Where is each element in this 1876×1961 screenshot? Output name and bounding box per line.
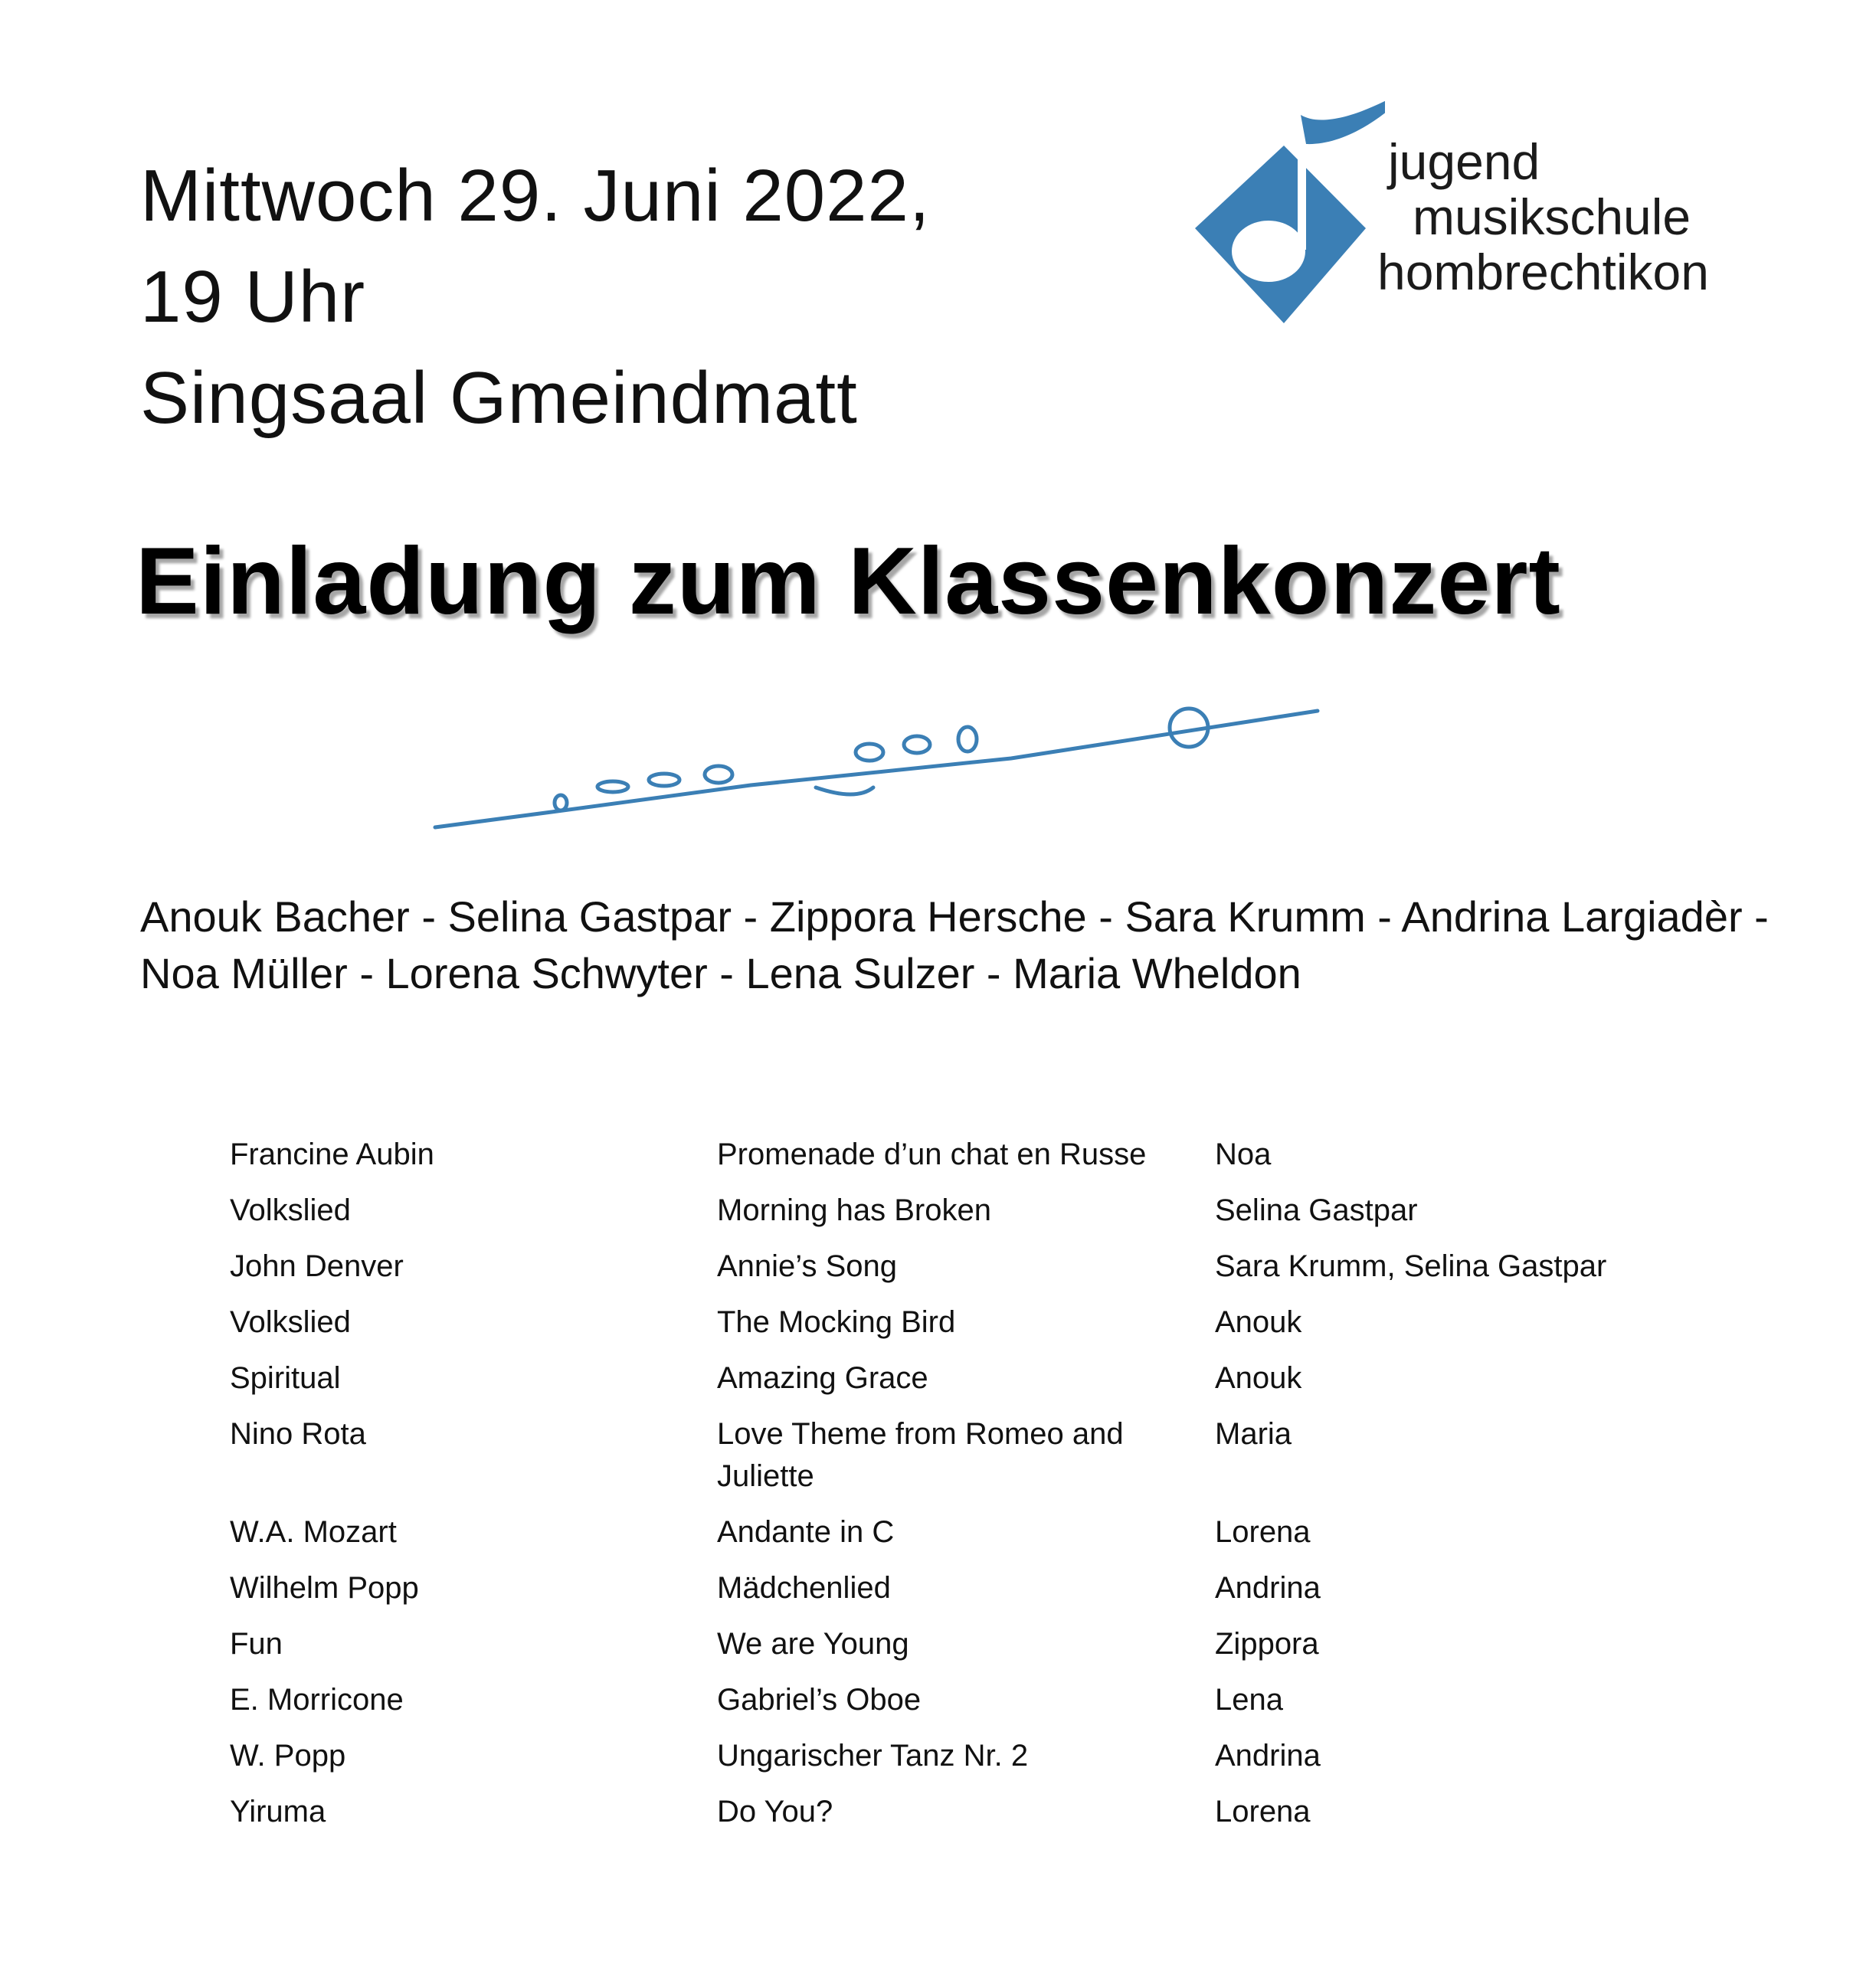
performers-line: Anouk Bacher - Selina Gastpar - Zippora Hersche - Sara Krumm - Andrina Largiadèr -	[140, 892, 1769, 941]
logo-text	[1377, 134, 1709, 300]
program-composer: E. Morricone	[230, 1683, 404, 1717]
school-logo	[1186, 84, 1799, 337]
program-performer: Andrina	[1215, 1739, 1321, 1773]
program-row	[230, 1511, 1675, 1567]
program-piece: The Mocking Bird	[717, 1305, 956, 1339]
program-piece: Do You?	[717, 1795, 833, 1828]
program-piece: Annie’s Song	[717, 1249, 897, 1283]
program-performer: Anouk	[1215, 1305, 1302, 1339]
program-performer: Noa	[1215, 1138, 1272, 1171]
program-performer: Maria	[1215, 1417, 1292, 1451]
program-composer: Nino Rota	[230, 1417, 366, 1451]
program-row	[230, 1190, 1675, 1246]
program-performer: Lena	[1215, 1683, 1283, 1717]
program-row	[230, 1567, 1675, 1623]
program-piece: Andante in C	[717, 1515, 895, 1549]
program-composer: Wilhelm Popp	[230, 1571, 419, 1605]
event-details	[140, 146, 931, 449]
program-performer: Zippora	[1215, 1627, 1319, 1661]
program-row	[230, 1623, 1675, 1679]
program-piece: Mädchenlied	[717, 1571, 891, 1605]
program-composer: Volkslied	[230, 1193, 351, 1227]
program-composer: Volkslied	[230, 1305, 351, 1339]
program-piece: Promenade d’un chat en Russe	[717, 1138, 1147, 1171]
program-performer: Lorena	[1215, 1515, 1311, 1549]
program-row	[230, 1735, 1675, 1791]
program-performer: Selina Gastpar	[1215, 1193, 1418, 1227]
program-performer: Andrina	[1215, 1571, 1321, 1605]
program-row	[230, 1413, 1675, 1511]
program-row	[230, 1679, 1675, 1735]
program-table	[230, 1134, 1675, 1847]
music-note-diamond-icon	[1186, 84, 1385, 337]
program-row	[230, 1246, 1675, 1301]
program-piece: Ungarischer Tanz Nr. 2	[717, 1739, 1029, 1773]
program-piece: Morning has Broken	[717, 1193, 991, 1227]
program-performer: Lorena	[1215, 1795, 1311, 1828]
program-row	[230, 1357, 1675, 1413]
program-piece: Amazing Grace	[717, 1361, 928, 1395]
program-performer: Sara Krumm, Selina Gastpar	[1215, 1249, 1607, 1283]
performers-list	[140, 889, 1825, 1002]
flute-icon	[429, 697, 1333, 843]
program-row	[230, 1791, 1675, 1847]
program-composer: John Denver	[230, 1249, 404, 1283]
program-composer: Yiruma	[230, 1795, 326, 1828]
logo-line-hombrechtikon: hombrechtikon	[1377, 244, 1709, 300]
logo-line-jugend: jugend	[1388, 133, 1540, 190]
program-piece: Love Theme from Romeo and Juliette	[717, 1417, 1124, 1493]
program-composer: Fun	[230, 1627, 283, 1661]
program-composer: W.A. Mozart	[230, 1515, 397, 1549]
event-location: Singsaal Gmeindmatt	[140, 357, 858, 439]
program-piece: Gabriel’s Oboe	[717, 1683, 922, 1717]
performers-line: Noa Müller - Lorena Schwyter - Lena Sulzer - Maria Wheldon	[140, 949, 1301, 997]
event-time: 19 Uhr	[140, 256, 366, 338]
program-row	[230, 1134, 1675, 1190]
program-composer: Francine Aubin	[230, 1138, 434, 1171]
program-piece: We are Young	[717, 1627, 909, 1661]
program-composer: Spiritual	[230, 1361, 341, 1395]
program-composer: W. Popp	[230, 1739, 346, 1773]
page-title: Einladung zum Klassenkonzert	[136, 529, 1561, 634]
program-performer: Anouk	[1215, 1361, 1302, 1395]
logo-line-musikschule: musikschule	[1413, 188, 1691, 245]
program-row	[230, 1301, 1675, 1357]
event-date: Mittwoch 29. Juni 2022,	[140, 155, 931, 237]
